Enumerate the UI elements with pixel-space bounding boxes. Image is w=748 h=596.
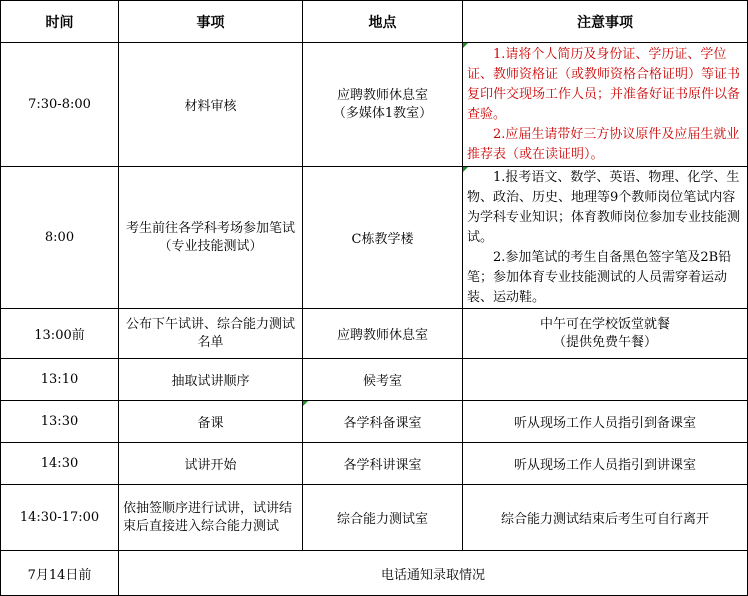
item-cell: 抽取试讲顺序 (119, 359, 303, 401)
header-row (1, 1, 748, 43)
time-cell: 14:30-17:00 (1, 485, 119, 551)
table-row (1, 359, 748, 401)
note-paragraph: 2.参加笔试的考生自备黑色签字笔及2B铅笔；参加体育专业技能测试的人员需穿着运动装、运动鞋。 (467, 249, 732, 305)
last-row (1, 551, 748, 596)
item-cell: 公布下午试讲、综合能力测试名单 (119, 309, 303, 359)
place-line: （多媒体1教室） (332, 105, 433, 121)
notes-cell: 听从现场工作人员指引到讲课室 (463, 443, 748, 485)
header-item: 事项 (119, 1, 303, 43)
time-cell: 13:10 (1, 359, 119, 401)
note-paragraph: 1.报考语文、数学、英语、物理、化学、生物、政治、历史、地理等9个教师岗位笔试内容为学科专业知识；体育教师岗位参加专业技能测试。 (467, 169, 741, 245)
note-paragraph: 1.请将个人简历及身份证、学历证、学位证、教师资格证（或教师资格合格证明）等证书复印件交现场工作人员；并准备好证书原件以备查验。 (467, 46, 741, 122)
place-cell: 应聘教师休息室 (303, 309, 463, 359)
table-row (1, 43, 748, 167)
place-cell: 各学科讲课室 (303, 443, 463, 485)
note-paragraph: 2.应届生请带好三方协议原件及应届生就业推荐表（或在读证明）。 (467, 126, 740, 162)
table-row (1, 309, 748, 359)
time-cell: 13:00前 (1, 309, 119, 359)
place-cell: 候考室 (303, 359, 463, 401)
header-place: 地点 (303, 1, 463, 43)
item-cell: 依抽签顺序进行试讲，试讲结束后直接进入综合能力测试 (119, 485, 303, 551)
header-time: 时间 (1, 1, 119, 43)
table-row (1, 167, 748, 309)
time-cell: 7月14日前 (1, 551, 119, 596)
item-cell: 备课 (119, 401, 303, 443)
time-cell: 13:30 (1, 401, 119, 443)
notes-cell (463, 359, 748, 401)
place-cell: C栋教学楼 (303, 167, 463, 309)
notes-cell: 听从现场工作人员指引到备课室 (463, 401, 748, 443)
time-cell: 7:30-8:00 (1, 43, 119, 167)
place-cell (303, 43, 463, 167)
table-row (1, 443, 748, 485)
notification-cell: 电话通知录取情况 (119, 551, 748, 596)
item-cell: 材料审核 (119, 43, 303, 167)
table-row (1, 401, 748, 443)
header-notes: 注意事项 (463, 1, 748, 43)
table-row (1, 485, 748, 551)
notes-cell (463, 167, 748, 309)
note-line: 中午可在学校饭堂就餐 (539, 316, 670, 332)
notes-cell (463, 43, 748, 167)
notes-cell (463, 309, 748, 359)
item-cell: 试讲开始 (119, 443, 303, 485)
time-cell: 8:00 (1, 167, 119, 309)
note-line: （提供免费午餐） (552, 334, 657, 350)
time-cell: 14:30 (1, 443, 119, 485)
place-cell: 综合能力测试室 (303, 485, 463, 551)
item-cell: 考生前往各学科考场参加笔试（专业技能测试） (119, 167, 303, 309)
place-line: 应聘教师休息室 (336, 87, 428, 103)
notes-cell: 综合能力测试结束后考生可自行离开 (463, 485, 748, 551)
place-cell: 各学科备课室 (303, 401, 463, 443)
